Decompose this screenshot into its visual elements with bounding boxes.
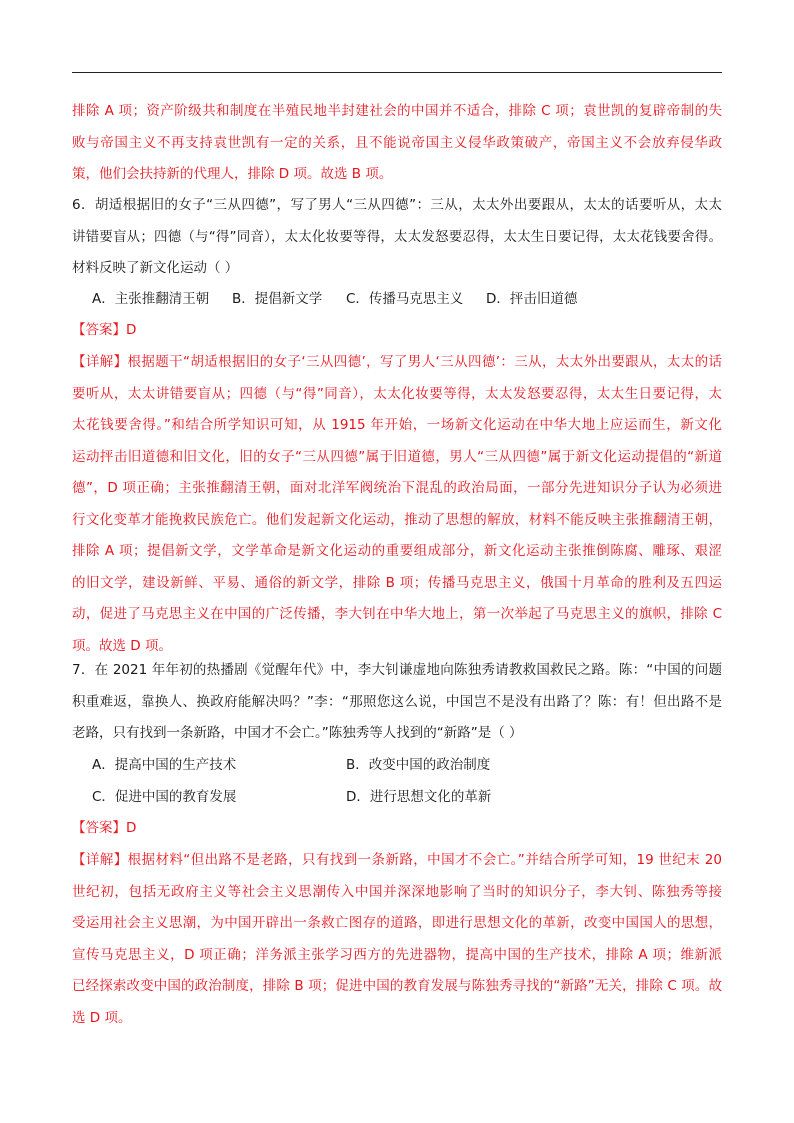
text-line: 【详解】根据材料“但出路不是老路，只有找到一条新路，中国才不会亡。”并结合所学可知，19 世纪末 20 — [72, 852, 722, 868]
text-line: 项。故选 D 项。 — [72, 637, 172, 654]
option-d: D．抨击旧道德 — [486, 291, 578, 307]
question-6-explanation — [72, 347, 722, 662]
option-d: D．进行思想文化的革新 — [346, 789, 492, 805]
option-b: B．提倡新文学 — [232, 291, 323, 307]
option-a: A．主张推翻清王朝 — [92, 291, 210, 307]
text-line: 排除 A 项；资产阶级共和制度在半殖民地半封建社会的中国并不适合，排除 C 项；袁世凯的复辟帝制的失 — [72, 103, 722, 119]
text-line: 7．在 2021 年年初的热播剧《觉醒年代》中，李大钊谦虚地向陈独秀请教救国救民之路。陈：“中国的问题 — [72, 662, 722, 678]
question-7-explanation — [72, 845, 722, 1034]
text-line: 积重难返，靠换人、换政府能解决吗？”李：“那照您这么说，中国岂不是没有出路了？陈：有！但出路不是 — [72, 693, 722, 710]
text-line: 德”，D 项正确；主张推翻清王朝，面对北洋军阀统治下混乱的政治局面，一部分先进知识分子认为必须进 — [72, 480, 722, 496]
text-line: 要听从，太太讲错要盲从；四德（与“得”同音），太太化妆要等得，太太发怒要忍得，太太生日要记得，太 — [72, 385, 722, 402]
question-6-answer — [72, 315, 722, 347]
question-7-answer — [72, 813, 722, 845]
text-line: 败与帝国主义不再支持袁世凯有一定的关系，且不能说帝国主义侵华政策破产，帝国主义不会放弃侵华政 — [72, 134, 722, 151]
header-rule — [72, 72, 722, 73]
text-line: 6．胡适根据旧的女子“三从四德”，写了男人“三从四德”：三从，太太外出要跟从，太太的话要听从，太太 — [72, 197, 722, 213]
text-line: 动，促进了马克思主义在中国的广泛传播，李大钊在中华大地上，第一次举起了马克思主义的旗帜，排除 C — [72, 606, 722, 622]
option-c: C．促进中国的教育发展 — [92, 789, 237, 805]
option-b: B．改变中国的政治制度 — [346, 757, 491, 773]
question-6-stem — [72, 190, 722, 285]
question-6-options — [0, 284, 794, 316]
answer-text: 【答案】D — [72, 322, 137, 338]
question-7-stem — [72, 655, 722, 750]
text-line: 受运用社会主义思潮，为中国开辟出一条救亡图存的道路，即进行思想文化的革新，改变中国国人的思想， — [72, 915, 722, 931]
text-line: 太花钱要舍得。”和结合所学知识可知，从 1915 年开始，一场新文化运动在中华大地上应运而生，新文化 — [72, 417, 722, 433]
question-7-options — [0, 750, 794, 814]
text-line: 老路，只有找到一条新路，中国才不会亡。”陈独秀等人找到的“新路”是（ ） — [72, 725, 523, 741]
text-line: 材料反映了新文化运动（ ） — [72, 260, 239, 276]
text-line: 讲错要盲从；四德（与“得”同音），太太化妆要等得，太太发怒要忍得，太太生日要记得，太太花钱要舍得。 — [72, 228, 722, 245]
text-line: 排除 A 项；提倡新文学，文学革命是新文化运动的重要组成部分，新文化运动主张推倒陈腐、雕琢、艰涩 — [72, 543, 722, 559]
text-line: 选 D 项。 — [72, 1009, 132, 1026]
option-c: C．传播马克思主义 — [346, 291, 464, 307]
text-line: 宣传马克思主义，D 项正确；洋务派主张学习西方的先进器物，提高中国的生产技术，排除 A 项；维新派 — [72, 946, 722, 963]
text-line: 运动抨击旧道德和旧文化，旧的女子“三从四德”属于旧道德，男人“三从四德”属于新文化运动提倡的“新道 — [72, 448, 722, 465]
text-line: 世纪初，包括无政府主义等社会主义思潮传入中国并深深地影响了当时的知识分子，李大钊、陈独秀等接 — [72, 883, 722, 900]
text-line: 【详解】根据题干“胡适根据旧的女子‘三从四德’，写了男人‘三从四德’：三从，太太外出要跟从，太太的话 — [72, 354, 722, 370]
text-line: 的旧文学，建设新鲜、平易、通俗的新文学，排除 B 项；传播马克思主义，俄国十月革命的胜利及五四运 — [72, 574, 722, 591]
text-line: 策，他们会扶持新的代理人，排除 D 项。故选 B 项。 — [72, 166, 393, 182]
answer-text: 【答案】D — [72, 820, 137, 836]
previous-explanation-continuation — [72, 96, 722, 191]
text-line: 已经探索改变中国的政治制度，排除 B 项；促进中国的教育发展与陈独秀寻找的“新路”无关，排除 C 项。故 — [72, 978, 722, 994]
option-a: A．提高中国的生产技术 — [92, 757, 237, 773]
text-line: 行文化变革才能挽救民族危亡。他们发起新文化运动，推动了思想的解放，材料不能反映主张推翻清王朝， — [72, 511, 722, 528]
